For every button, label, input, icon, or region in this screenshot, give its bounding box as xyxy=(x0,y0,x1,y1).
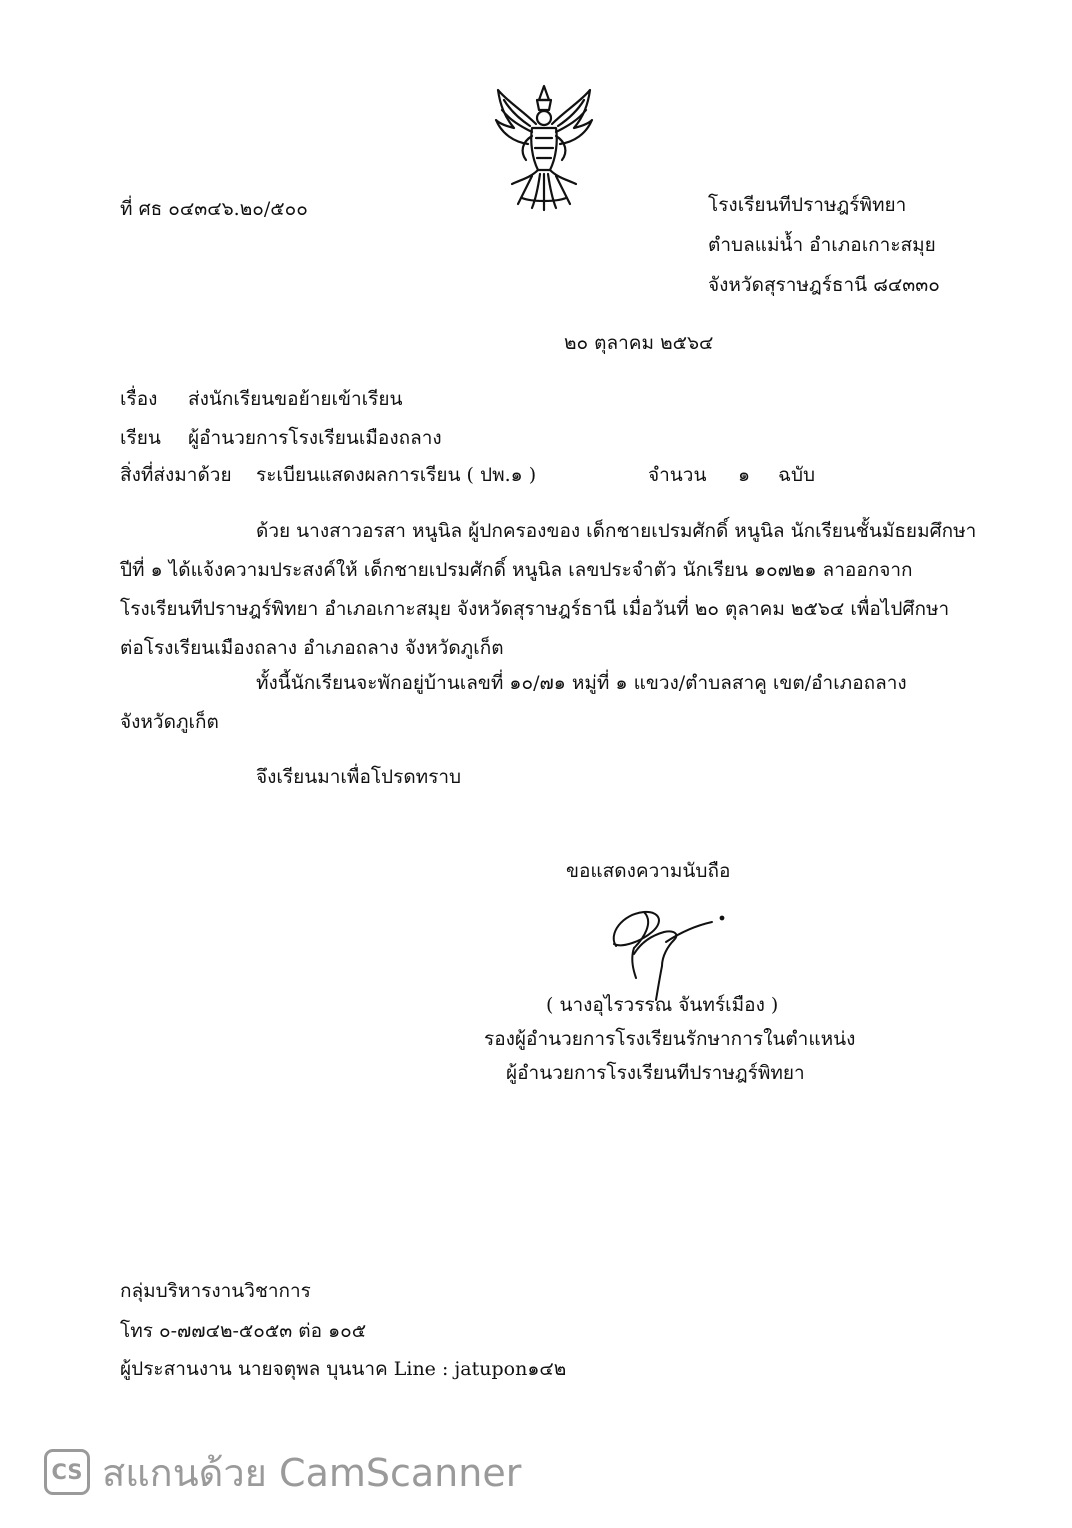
camscanner-logo-icon: CS xyxy=(44,1449,90,1495)
enclosure-label: สิ่งที่ส่งมาด้วย xyxy=(120,464,232,486)
recipient-text: ผู้อำนวยการโรงเรียนเมืองถลาง xyxy=(188,427,442,449)
sender-district: ตำบลแม่น้ำ อำเภอเกาะสมุย xyxy=(708,234,936,256)
garuda-emblem-icon xyxy=(492,80,596,214)
enclosure-text: ระเบียนแสดงผลการเรียน ( ปพ.๑ ) xyxy=(256,464,537,486)
enclosure-count: ๑ xyxy=(738,464,751,486)
handwritten-signature xyxy=(604,904,734,1004)
sender-province: จังหวัดสุราษฎร์ธานี ๘๔๓๓๐ xyxy=(708,274,940,296)
footer-department: กลุ่มบริหารงานวิชาการ xyxy=(120,1280,311,1302)
recipient-label: เรียน xyxy=(120,427,161,449)
subject-text: ส่งนักเรียนขอย้ายเข้าเรียน xyxy=(188,388,403,410)
regards: ขอแสดงความนับถือ xyxy=(566,860,731,882)
watermark-text: สแกนด้วย CamScanner xyxy=(102,1451,522,1495)
signer-name: ( นางอุไรวรรณ จันทร์เมือง ) xyxy=(546,994,779,1016)
camscanner-watermark xyxy=(44,1442,521,1503)
body-line: โรงเรียนทีปราษฎร์พิทยา อำเภอเกาะสมุย จังหวัดสุราษฎร์ธานี เมื่อวันที่ ๒๐ ตุลาคม ๒๕๖๔ เพื่อไปศึกษา xyxy=(120,598,950,620)
letter-date: ๒๐ ตุลาคม ๒๕๖๔ xyxy=(564,332,714,354)
document-number: ที่ ศธ ๐๔๓๔๖.๒๐/๕๐๐ xyxy=(120,198,308,220)
body-line: ปีที่ ๑ ได้แจ้งความประสงค์ให้ เด็กชายเปรมศักดิ์ หนูนิล เลขประจำตัว นักเรียน ๑๐๗๒๑ ลาออกจาก xyxy=(120,559,913,581)
signer-title: รองผู้อำนวยการโรงเรียนรักษาการในตำแหน่ง xyxy=(484,1028,856,1050)
enclosure-unit: ฉบับ xyxy=(778,464,816,486)
footer-phone: โทร ๐-๗๗๔๒-๕๐๕๓ ต่อ ๑๐๕ xyxy=(120,1320,367,1342)
footer-coordinator: ผู้ประสานงาน นายจตุพล บุนนาค Line : jatupon๑๔๒ xyxy=(120,1358,567,1380)
subject-label: เรื่อง xyxy=(120,388,158,410)
closing-request: จึงเรียนมาเพื่อโปรดทราบ xyxy=(256,766,462,788)
body-line: ด้วย นางสาวอรสา หนูนิล ผู้ปกครองของ เด็กชายเปรมศักดิ์ หนูนิล นักเรียนชั้นมัธยมศึกษา xyxy=(256,520,977,542)
body-line: ทั้งนี้นักเรียนจะพักอยู่บ้านเลขที่ ๑๐/๗๑ หมู่ที่ ๑ แขวง/ตำบลสาคู เขต/อำเภอถลาง xyxy=(256,672,907,694)
sender-school: โรงเรียนทีปราษฎร์พิทยา xyxy=(708,194,907,216)
enclosure-count-label: จำนวน xyxy=(648,464,707,486)
body-line: จังหวัดภูเก็ต xyxy=(120,711,219,733)
body-line: ต่อโรงเรียนเมืองถลาง อำเภอถลาง จังหวัดภูเก็ต xyxy=(120,637,504,659)
signer-title: ผู้อำนวยการโรงเรียนทีปราษฎร์พิทยา xyxy=(506,1062,805,1084)
